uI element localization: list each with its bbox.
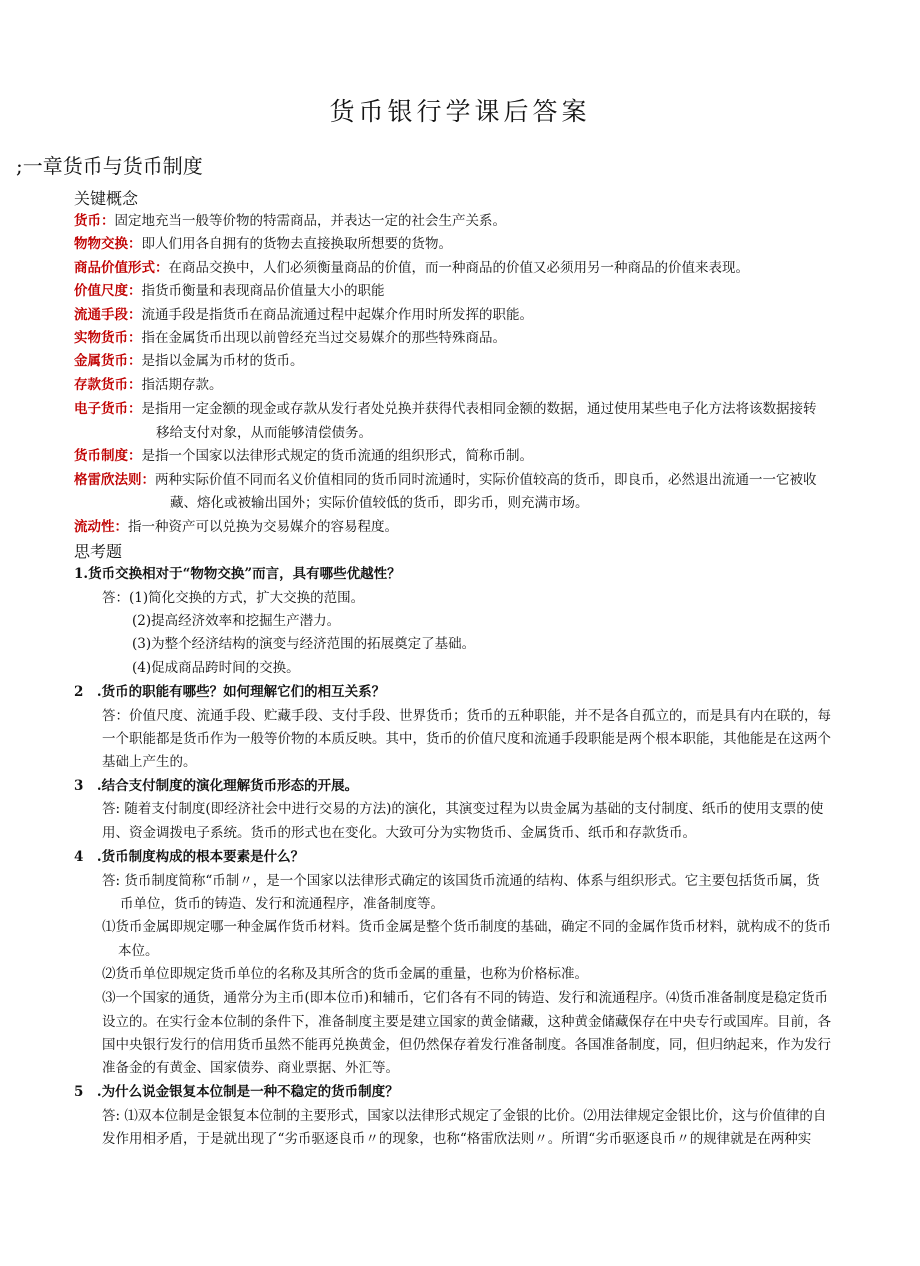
answer-line: 答: 货币制度简称“币制〃，是一个国家以法律形式确定的该国货币流通的结构、体系与组织形式。它主要包括货币属，货: [102, 873, 820, 889]
concept-definition: 流通手段是指货币在商品流通过程中起媒介作用时所发挥的职能。: [141, 307, 533, 323]
concept-item: [74, 304, 533, 327]
concept-definition: 指货币衡量和表现商品价值量大小的职能: [141, 283, 385, 299]
concept-definition: 指一种资产可以兑换为交易媒介的容易程度。: [128, 519, 398, 535]
question-title: 3 .结合支付制度的演化理解货币形态的开展。: [74, 778, 359, 794]
concept-term: 商品价值形式：: [74, 260, 169, 276]
concept-definition: 两种实际价值不同而名义价值相同的货币同时流通时，实际价值较高的货币，即良币，必然退出流通一一它被收: [155, 472, 817, 488]
concept-item: [74, 469, 817, 492]
concept-definition: 是指一个国家以法律形式规定的货币流通的组织形式，简称币制。: [141, 448, 533, 464]
concept-item: [74, 210, 506, 233]
concept-item: [74, 445, 533, 468]
answer-line: 答：价值尺度、流通手段、贮藏手段、支付手段、世界货币；货币的五种职能，并不是各自孤立的，而是具有内在联的，每: [102, 708, 831, 724]
answer-line: (2)提高经济效率和挖掘生产潜力。: [132, 613, 341, 629]
concept-definition-continued: 移给支付对象，从而能够清偿债务。: [156, 425, 372, 441]
document-title: 货币银行学课后答案: [329, 97, 591, 126]
chapter-heading: ;一章货币与货币制度: [16, 154, 203, 178]
question-title: 5 .为什么说金银复本位制是一种不稳定的货币制度？: [74, 1084, 399, 1100]
answer-line: 发作用相矛盾，于是就出现了“劣币驱逐良币〃的现象，也称“格雷欣法则〃。所谓“劣币驱逐良币〃的规律就是在两种实: [102, 1131, 812, 1147]
answer-line: [102, 587, 364, 610]
answer-line: 设立的。在实行金本位制的条件下，准备制度主要是建立国家的黄金储藏，这种黄金储藏保存在中央专行或国库。目前，各: [102, 1014, 831, 1030]
answer-line: (3)为整个经济结构的演变与经济范围的拓展奠定了基础。: [132, 636, 476, 652]
concept-definition: 固定地充当一般等价物的特需商品，并表达一定的社会生产关系。: [114, 213, 506, 229]
concept-definition: 指活期存款。: [141, 377, 223, 393]
concept-term: 流通手段：: [74, 307, 142, 323]
answer-prefix: 答：: [102, 590, 129, 606]
answer-line: 用、资金调拨电子系统。货币的形式也在变化。大致可分为实物货币、金属货币、纸币和存款货币。: [102, 825, 696, 841]
concept-item: [74, 398, 817, 421]
concept-definition: 是指以金属为币材的货币。: [141, 353, 304, 369]
concept-term: 实物货币：: [74, 330, 142, 346]
concept-item: [74, 257, 749, 280]
answer-line: 币单位，货币的铸造、发行和流通程序，准备制度等。: [120, 896, 444, 912]
answer-line: 一个职能都是货币作为一般等价物的本质反映。其中，货币的价值尺度和流通手段职能是两个根本职能，其他能是在这两个: [102, 731, 831, 747]
concept-item: [74, 516, 398, 539]
concept-item: [74, 350, 304, 373]
answer-line: ⑶一个国家的通货，通常分为主币(即本位币)和辅币，它们各有不同的铸造、发行和流通程序。⑷货币准备制度是稳定货币: [102, 990, 829, 1006]
concept-item: [74, 327, 506, 350]
concept-term: 货币制度：: [74, 448, 142, 464]
question-title: 1.货币交换相对于“物物交换”而言，具有哪些优越性？: [74, 566, 401, 582]
answer-text: (1)简化交换的方式，扩大交换的范围。: [129, 590, 365, 606]
answer-line: (4)促成商品跨时间的交换。: [132, 660, 300, 676]
concept-term: 价值尺度：: [74, 283, 142, 299]
questions-heading: 思考题: [74, 542, 123, 561]
answer-line: ⑴货币金属即规定哪一种金属作货币材料。货币金属是整个货币制度的基础，确定不同的金属作货币材料，就构成不的货币: [102, 919, 831, 935]
question-title: 4 .货币制度构成的根本要素是什么？: [74, 849, 305, 865]
answer-line: 国中央银行发行的信用货币虽然不能再兑换黄金，但仍然保存着发行准备制度。各国准备制度，同，但归纳起来，作为发行: [102, 1037, 831, 1053]
concept-definition: 即人们用各自拥有的货物去直接换取所想要的货物。: [141, 236, 452, 252]
concept-term: 电子货币：: [74, 401, 142, 417]
concept-item: [74, 374, 223, 397]
concept-term: 物物交换：: [74, 236, 142, 252]
key-concepts-heading: 关键概念: [74, 189, 139, 208]
concept-term: 流动性：: [74, 519, 128, 535]
concept-definition: 是指用一定金额的现金或存款从发行者处兑换并获得代表相同金额的数据，通过使用某些电子化方法将该数据接转: [141, 401, 817, 417]
answer-line: 本位。: [118, 943, 159, 959]
answer-line: ⑵货币单位即规定货币单位的名称及其所含的货币金属的重量，也称为价格标准。: [102, 966, 588, 982]
answer-line: 准备金的有黄金、国家债券、商业票据、外汇等。: [102, 1060, 399, 1076]
concept-term: 货币：: [74, 213, 115, 229]
concept-item: [74, 233, 452, 256]
concept-term: 格雷欣法则：: [74, 472, 155, 488]
answer-line: 基础上产生的。: [102, 754, 197, 770]
concept-term: 存款货币：: [74, 377, 142, 393]
concept-definition-continued: 藏、熔化或被输出国外；实际价值较低的货币，即劣币，则充满市场。: [170, 495, 589, 511]
question-title: 2 .货币的职能有哪些？如何理解它们的相互关系？: [74, 684, 386, 700]
answer-line: 答: ⑴双本位制是金银复本位制的主要形式，国家以法律形式规定了金银的比价。⑵用法律规定金银比价，这与价值律的自: [102, 1108, 827, 1124]
concept-definition: 在商品交换中，人们必须衡量商品的价值，而一种商品的价值又必须用另一种商品的价值来表现。: [168, 260, 749, 276]
concept-definition: 指在金属货币出现以前曾经充当过交易媒介的那些特殊商品。: [141, 330, 506, 346]
concept-item: [74, 280, 385, 303]
concept-term: 金属货币：: [74, 353, 142, 369]
answer-line: 答: 随着支付制度(即经济社会中进行交易的方法)的演化，其演变过程为以贵金属为基础的支付制度、纸币的使用支票的使: [102, 801, 824, 817]
